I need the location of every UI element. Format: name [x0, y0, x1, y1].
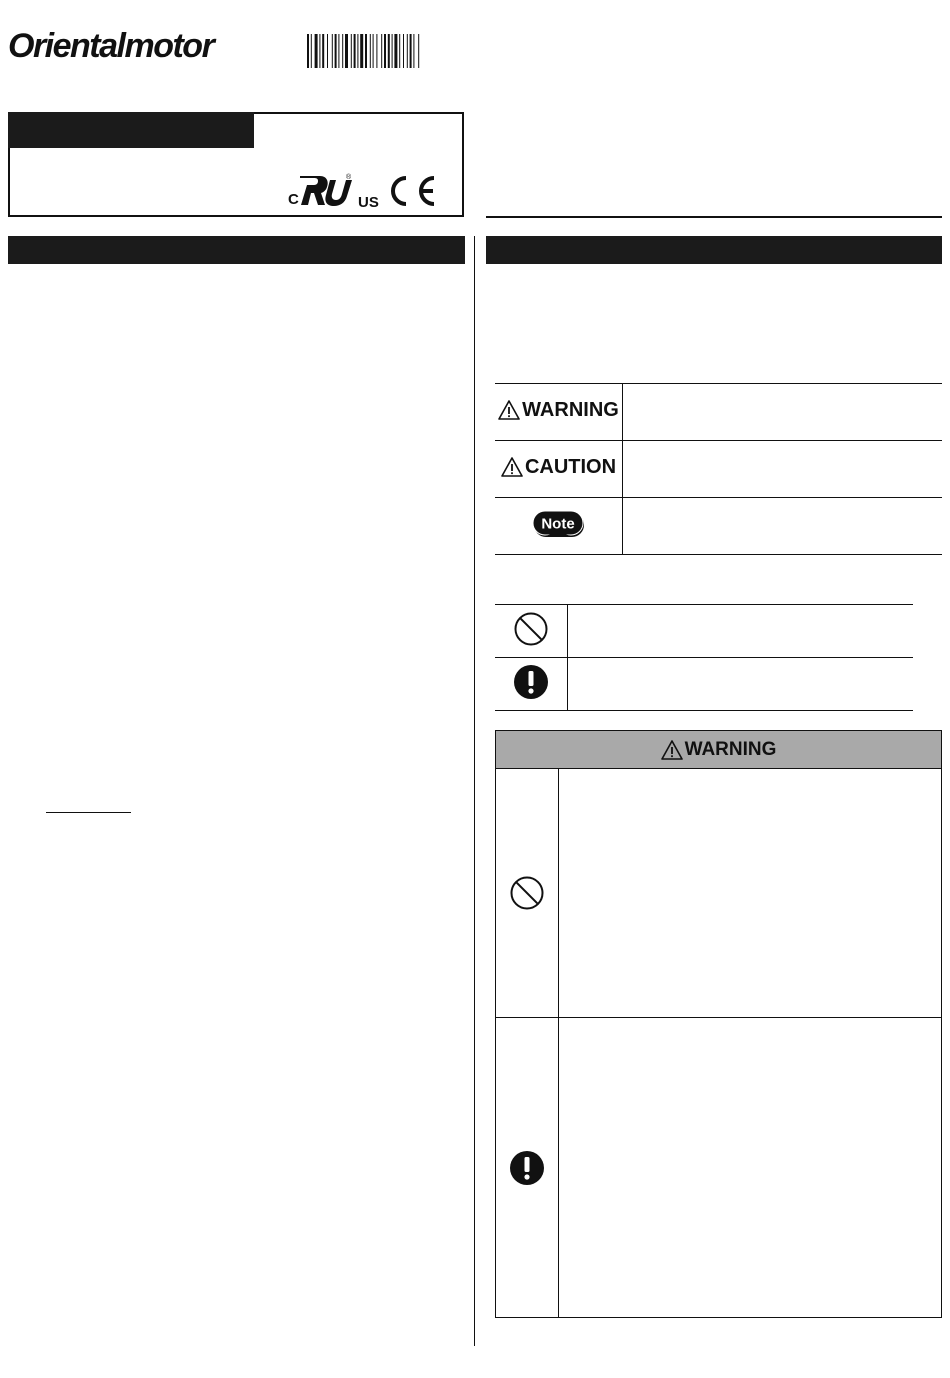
- brand-logo: Orientalmotor: [8, 27, 214, 65]
- signal-caution-desc: [623, 441, 943, 498]
- section-header-left: [8, 236, 465, 264]
- mandatory-cell: [495, 658, 568, 711]
- prohibition-desc: [568, 605, 914, 658]
- barcode: [307, 34, 465, 68]
- warning-mandatory-icon-cell: [496, 1018, 559, 1317]
- prohibition-cell: [495, 605, 568, 658]
- product-title-bar: [8, 112, 254, 148]
- prohibition-circle-icon: [513, 611, 549, 647]
- action-symbol-table: [495, 604, 913, 711]
- warning-prohibition-icon-cell: [496, 769, 559, 1017]
- signal-caution-cell: [495, 441, 623, 498]
- signal-warning-label: WARNING: [522, 398, 619, 421]
- table-row: [495, 384, 942, 441]
- cert-us-label: US: [358, 194, 379, 211]
- mandatory-exclamation-icon: [513, 664, 549, 700]
- certification-marks: [288, 170, 438, 212]
- warning-box-header: [496, 731, 941, 769]
- warning-triangle-icon: [501, 457, 523, 477]
- note-badge-label: Note: [540, 515, 575, 532]
- warning-box-title: WARNING: [684, 738, 777, 760]
- underline-rule: [46, 812, 131, 813]
- table-row: [495, 658, 913, 711]
- right-header-rule: [486, 216, 942, 218]
- signal-warning-desc: [623, 384, 943, 441]
- warning-prohibition-row: [496, 769, 941, 1018]
- signal-word-table: [495, 383, 942, 555]
- signal-warning-cell: [495, 384, 623, 441]
- note-badge-icon: [531, 509, 587, 539]
- signal-note-cell: [495, 498, 623, 555]
- signal-note-desc: [623, 498, 943, 555]
- signal-caution-label: CAUTION: [524, 455, 617, 478]
- warning-triangle-icon: [498, 400, 520, 420]
- section-header-right: [486, 236, 942, 264]
- table-row: [495, 605, 913, 658]
- mandatory-desc: [568, 658, 914, 711]
- warning-triangle-icon: [661, 740, 683, 760]
- mandatory-exclamation-icon: [509, 1150, 545, 1186]
- cert-c-label: C: [288, 191, 299, 208]
- warning-mandatory-row: [496, 1018, 941, 1317]
- column-divider: [474, 236, 475, 1346]
- prohibition-circle-icon: [509, 875, 545, 911]
- table-row: [495, 441, 942, 498]
- ce-mark-icon: [393, 178, 434, 204]
- table-row: [495, 498, 942, 555]
- ur-mark-icon: [300, 176, 352, 206]
- svg-text:®: ®: [346, 174, 352, 181]
